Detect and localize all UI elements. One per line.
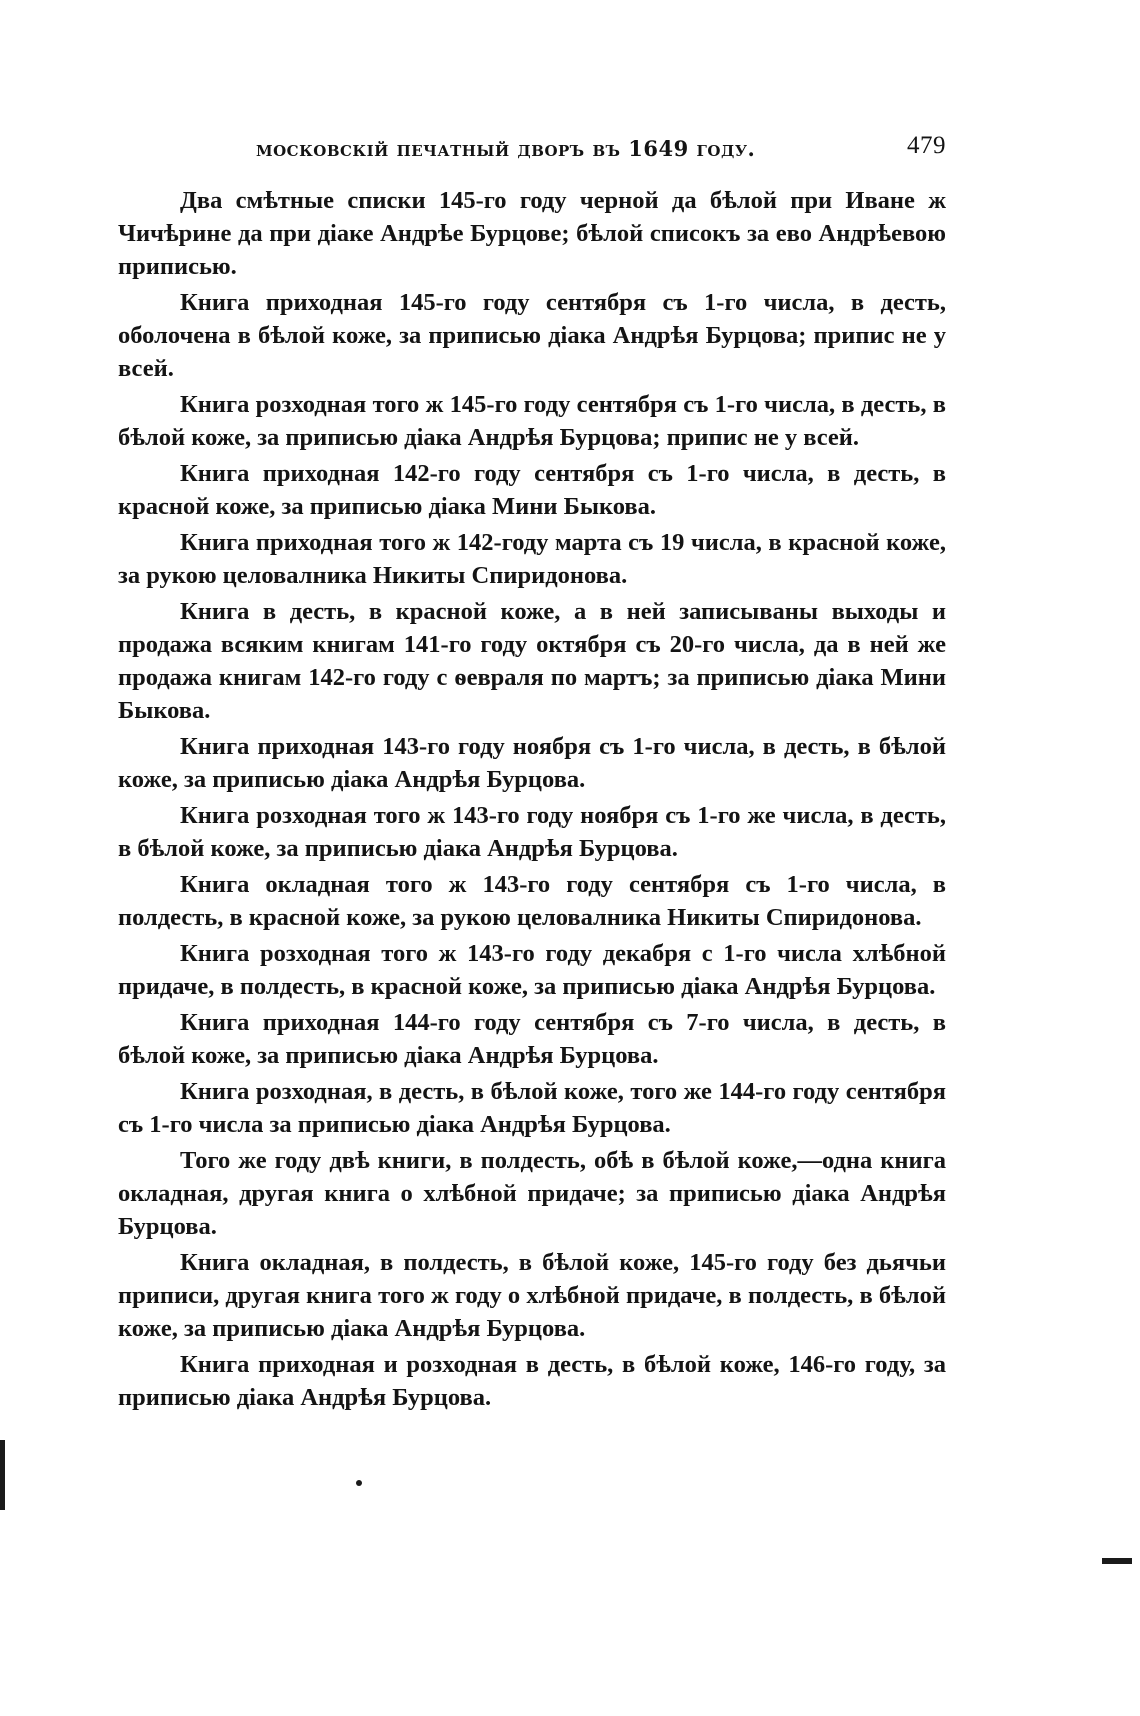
scan-edge-mark [0,1440,5,1510]
paragraph: Книга окладная, в полдесть, в бѣлой коже, 145-го году без дьячьи приписи, другая книга того ж году о хлѣбной придаче, в полдесть, в бѣлой коже, за приписью діака Андрѣя Бурцова. [118,1249,946,1342]
paragraph: Того же году двѣ книги, в полдесть, обѣ в бѣлой коже,—одна книга окладная, другая книга о хлѣбной придаче; за приписью діака Андрѣя Бурцова. [118,1147,946,1240]
paragraph: Книга приходная 142-го году сентября съ 1-го числа, в десть, в красной коже, за приписью діака Мини Быкова. [118,460,946,520]
paragraph: Книга приходная 143-го году ноября съ 1-го числа, в десть, в бѣлой коже, за приписью діака Андрѣя Бурцова. [118,733,946,793]
paragraph: Книга приходная того ж 142-году марта съ 19 числа, в красной коже, за рукою целовалника Никиты Спиридонова. [118,529,946,589]
running-head [256,132,946,168]
running-title: московскій печатный дворъ въ 1649 году. [256,136,756,161]
paragraph: Книга приходная и розходная в десть, в бѣлой коже, 146-го году, за приписью діака Андрѣя Бурцова. [118,1351,946,1411]
page-number: 479 [907,132,946,159]
paragraph: Книга в десть, в красной коже, а в ней записываны выходы и продажа всяким книгам 141-го году октября съ 20-го числа, да в ней же продажа книгам 142-го году с ѳевраля по мартъ; за приписью діака Мини Быкова. [118,598,946,724]
paragraph: Книга розходная того ж 145-го году сентября съ 1-го числа, в десть, в бѣлой коже, за приписью діака Андрѣя Бурцова; припис не у всей. [118,391,946,451]
paragraph: Книга розходная, в десть, в бѣлой коже, того же 144-го году сентября съ 1-го числа за приписью діака Андрѣя Бурцова. [118,1078,946,1138]
paragraph: Книга розходная того ж 143-го году ноября съ 1-го же числа, в десть, в бѣлой коже, за приписью діака Андрѣя Бурцова. [118,802,946,862]
scan-margin-dash [1102,1558,1132,1564]
paragraph: Книга приходная 144-го году сентября съ 7-го числа, в десть, в бѣлой коже, за приписью діака Андрѣя Бурцова. [118,1009,946,1069]
body-text [118,184,946,1417]
paragraph: Книга розходная того ж 143-го году декабря с 1-го числа хлѣбной придаче, в полдесть, в красной коже, за приписью діака Андрѣя Бурцова. [118,940,946,1000]
paragraph: Книга приходная 145-го году сентября съ 1-го числа, в десть, оболочена в бѣлой коже, за приписью діака Андрѣя Бурцова; припис не у всей. [118,289,946,382]
paragraph: Книга окладная того ж 143-го году сентября съ 1-го числа, в полдесть, в красной коже, за рукою целовалника Никиты Спиридонова. [118,871,946,931]
paragraph: Два смѣтные списки 145-го году черной да бѣлой при Иване ж Чичѣрине да при діаке Андрѣе Бурцове; бѣлой списокъ за ево Андрѣевою приписью. [118,187,946,280]
print-speck [356,1480,362,1486]
